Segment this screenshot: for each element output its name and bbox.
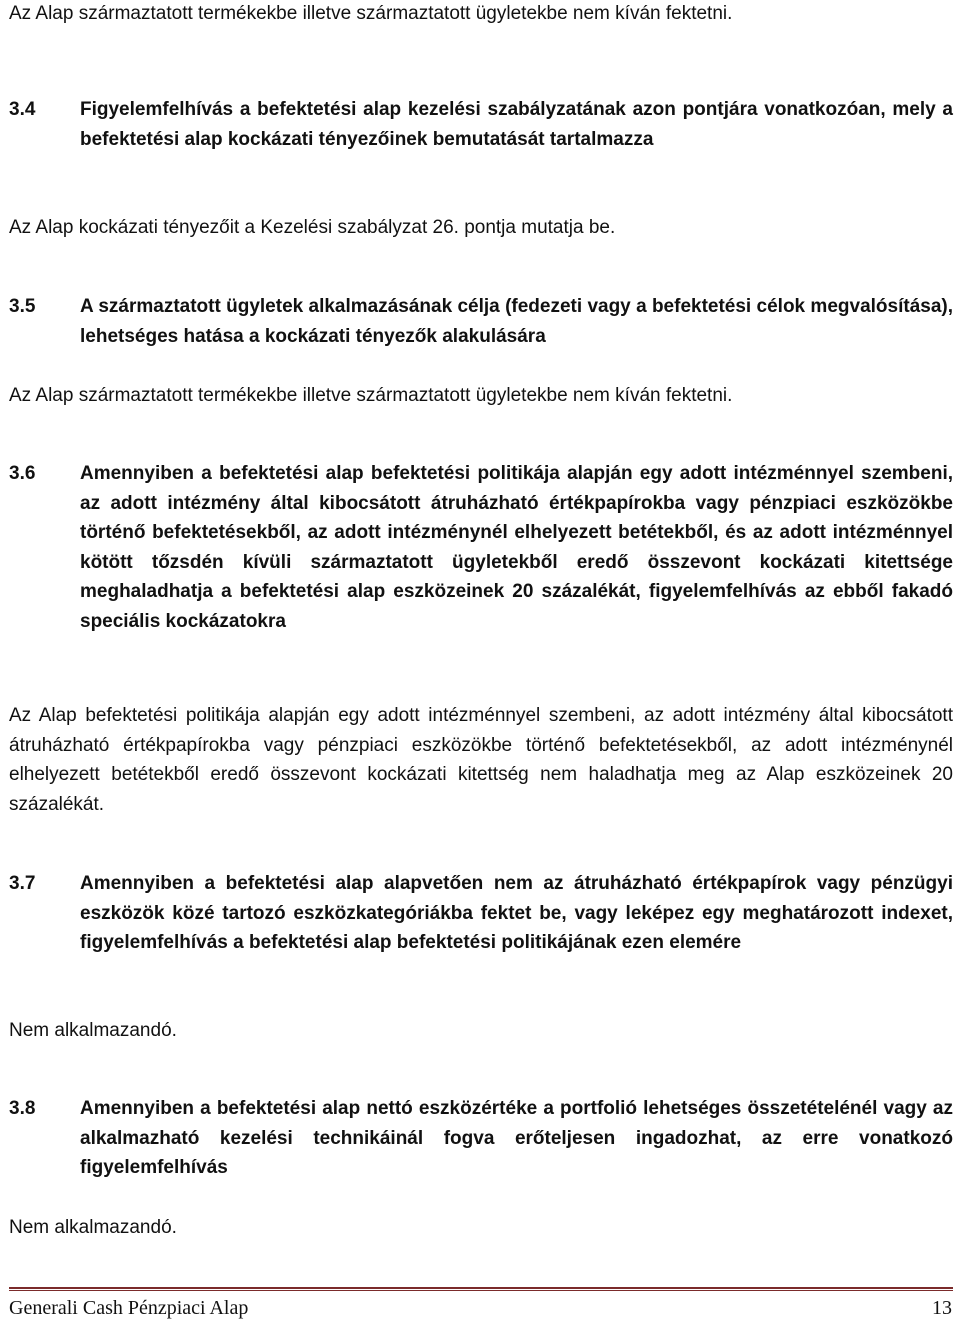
section-3-6-heading <box>9 459 953 636</box>
section-title: Amennyiben a befektetési alap nettó eszközértéke a portfolió lehetséges összetételénél vagy az alkalmazható kezelési technikáinál fogva erőteljesen ingadozhat, az erre vonatkozó figyelemfelhívás <box>80 1098 953 1178</box>
section-3-8-body: Nem alkalmazandó. <box>9 1217 177 1238</box>
section-3-4-heading <box>9 95 953 154</box>
intro-paragraph: Az Alap származtatott termékekbe illetve származtatott ügyletekbe nem kíván fektetni. <box>9 3 733 24</box>
section-title: Figyelemfelhívás a befektetési alap kezelési szabályzatának azon pontjára vonatkozóan, mely a befektetési alap kockázati tényezőinek bemutatását tartalmazza <box>80 99 953 150</box>
section-3-7-body: Nem alkalmazandó. <box>9 1020 177 1041</box>
section-number: 3.8 <box>9 1098 36 1119</box>
section-3-5-body: Az Alap származtatott termékekbe illetve származtatott ügyletekbe nem kíván fektetni. <box>9 385 733 406</box>
footer-page-number: 13 <box>932 1297 952 1319</box>
section-3-8-heading <box>9 1094 953 1183</box>
section-title: Amennyiben a befektetési alap befektetési politikája alapján egy adott intézménnyel szembeni, az adott intézmény által kibocsátott átruházható értékpapírokba vagy pénzpiaci eszközökbe történő befektetésekből, az adott intézménynél elhelyezett betétekből, és az adott intézménnyel kötött tőzsdén kívüli származtatott ügyletekből eredő összevont kockázati kitettsége meghaladhatja a befektetési alap eszközeinek 20 százalékát, figyelemfelhívás az ebből fakadó speciális kockázatokra <box>80 463 953 632</box>
section-number: 3.5 <box>9 296 36 317</box>
footer-rule <box>9 1287 953 1291</box>
section-title: Amennyiben a befektetési alap alapvetően nem az átruházható értékpapírok vagy pénzügyi eszközök közé tartozó eszközkategóriákba fektet be, vagy leképez egy meghatározott indexet, figyelemfelhívás a befektetési alap befektetési politikájának ezen elemére <box>80 873 953 953</box>
section-3-4-body: Az Alap kockázati tényezőit a Kezelési szabályzat 26. pontja mutatja be. <box>9 217 616 238</box>
section-number: 3.7 <box>9 873 36 894</box>
section-3-7-heading <box>9 869 953 958</box>
section-number: 3.6 <box>9 463 36 484</box>
footer-fund-name: Generali Cash Pénzpiaci Alap <box>9 1297 249 1319</box>
section-3-5-heading <box>9 292 953 351</box>
section-title: A származtatott ügyletek alkalmazásának célja (fedezeti vagy a befektetési célok megvalósítása), lehetséges hatása a kockázati tényezők alakulására <box>80 296 953 347</box>
section-number: 3.4 <box>9 99 36 120</box>
section-3-6-body: Az Alap befektetési politikája alapján egy adott intézménnyel szembeni, az adott intézmény által kibocsátott átruházható értékpapírokba vagy pénzpiaci eszközökbe történő befektetésekből, az adott intézménynél elhelyezett betétekből eredő összevont kockázati kitettség nem haladhatja meg az Alap eszközeinek 20 százalékát. <box>9 705 953 815</box>
